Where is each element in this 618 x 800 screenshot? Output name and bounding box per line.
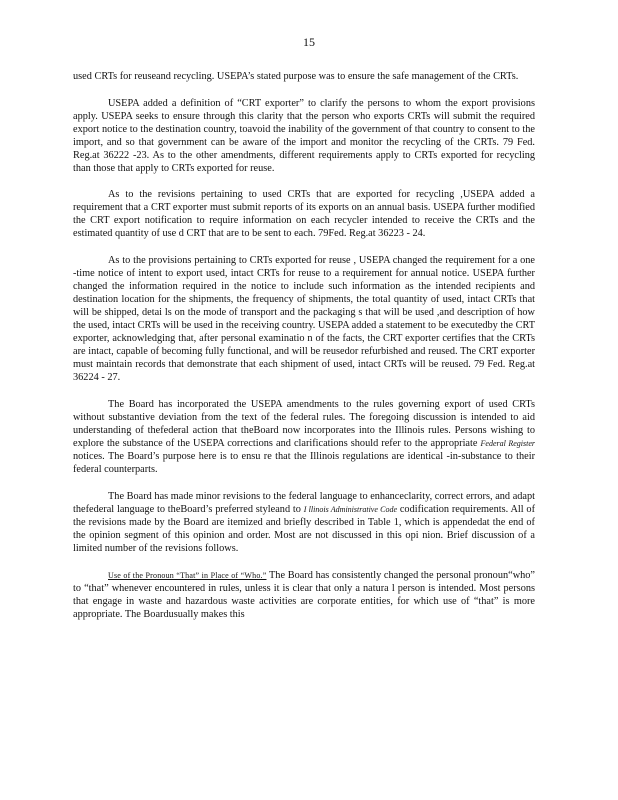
paragraph-text: As to the provisions pertaining to CRTs exported for reuse , USEPA changed the requirement for a one -time notice of intent to export used, intact CRTs for reuse to a requirement for annual notice. USEPA further changed the information required in the notice to include such information as the intended recipients and destination location for the shipments, the frequency of shipments, the total quantity of used, intact CRTs that will be shipped, detai ls on the mode of transport and the packaging s that will be used ,and description of how the used, intact CRTs will be used in the receiving country. USEPA added a statement to be executedby the CRT exporter, acknowledging that, after personal examinatio n of the facts, the CRT exporter certifies that the CRTs are intact, capable of becoming fully functional, and will be reusedor refurbished and reused. The CRT exporter must maintain records that demonstrate that each shipment of used, intact CRTs will be reused. 79 Fed. Reg.at 36224 - 27. <box>73 255 535 384</box>
paragraph-text: codification requirements. All of the revisions made by the Board are itemized and briefly described in Table 1, which is appendedat the end of the opinion segment of this opinion and order. Most are not discussed in this opi nion. Brief discussion of a limited number of the revisions follows. <box>73 503 535 554</box>
paragraph-text: The Board has consistently changed the personal pronoun“who” to “that” whenever encountered in rules, unless it is clear that only a natura l person is intended. Most persons that engage in waste and hazardous waste activities are corporate entities, for which use of “that” is more appropriate. The Boardusually makes this <box>73 569 535 620</box>
paragraph-p2 <box>73 97 535 175</box>
paragraph-text: The Board has incorporated the USEPA amendments to the rules governing export of used CRTs without substantive deviation from the text of the federal rules. The foregoing discussion is intended to aid understanding of thefederal action that theBoard now incorporates into the Illinois rules. Persons wishing to explore the substance of the USEPA corrections and clarifications should refer to the appropriate <box>73 398 535 450</box>
paragraph-text: used CRTs for reuseand recycling. USEPA’s stated purpose was to ensure the safe management of the CRTs. <box>73 71 519 82</box>
italic-citation: I llinois Administrative Code <box>303 504 398 514</box>
paragraph-p7 <box>73 569 535 621</box>
paragraph-p4 <box>73 254 535 384</box>
paragraph-text: As to the revisions pertaining to used CRTs that are exported for recycling ,USEPA added a requirement that a CRT exporter must submit reports of its exports on an annual basis. USEPA further modified the CRT export notification to require information on each recycler intended to receive the CRTs and the estimated quantity of use d CRT that are to be sent to each. 79Fed. Reg.at 36223 - 24. <box>73 189 535 240</box>
paragraph-p1 <box>73 70 535 83</box>
document-body <box>73 70 535 634</box>
italic-citation: Federal Register <box>480 439 535 449</box>
paragraph-text: notices. The Board’s purpose here is to ensu re that the Illinois regulations are identical -in-substance to their federal counterparts. <box>73 451 535 476</box>
paragraph-p6 <box>73 490 535 555</box>
paragraph-text: The Board has made minor revisions to the federal language to enhanceclarity, correct errors, and adapt thefederal language to theBoard’s preferred styleand to <box>73 490 535 515</box>
paragraph-p3 <box>73 188 535 240</box>
paragraph-p5 <box>73 398 535 476</box>
section-run-in-heading: Use of the Pronoun “That” in Place of “Who.” <box>108 570 267 580</box>
paragraph-text: USEPA added a definition of “CRT exporter” to clarify the persons to whom the export provisions apply. USEPA seeks to ensure through this clarity that the person who exports CRTs will submit the required export notice to the destination country, toavoid the inability of the government of that country to consent to the import, and so that government can be aware of the import and monitor the recycling of the CRTs. 79 Fed. Reg.at 36222 -23. As to the other amendments, different requirements apply to CRTs exported for recycling than those that apply to CRTs exported for reuse. <box>73 97 535 174</box>
page-number: 15 <box>303 35 315 49</box>
